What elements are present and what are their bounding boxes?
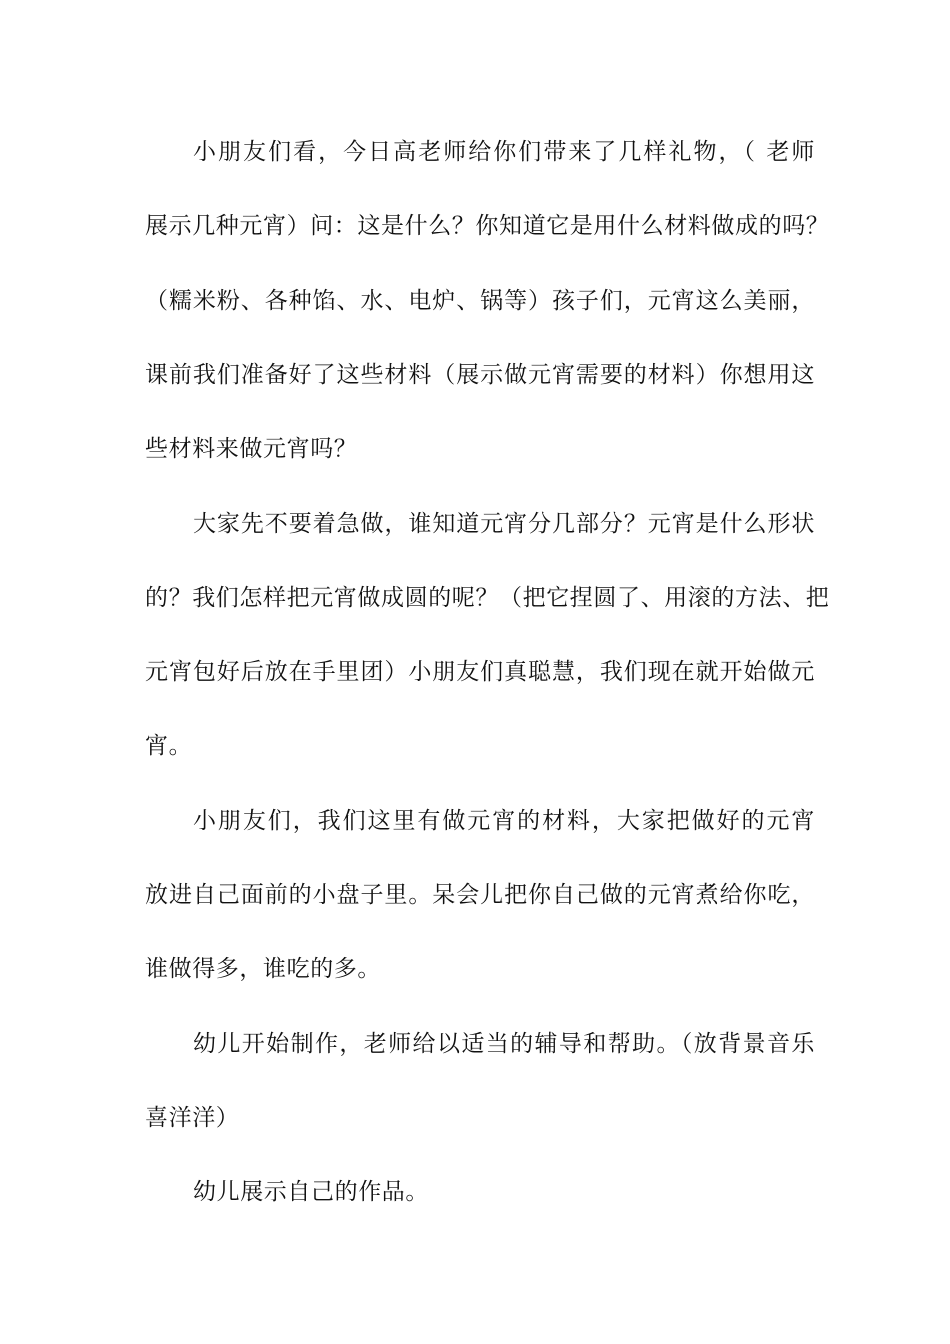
paragraph-5-line-1: 幼儿展示自己的作品。	[193, 1179, 429, 1205]
paragraph-4-line-1: 幼儿开始制作，老师给以适当的辅导和帮助。（放背景音乐	[193, 1031, 815, 1057]
paragraph-4-line-2: 喜洋洋）	[145, 1105, 240, 1131]
paragraph-2-line-4: 宵。	[145, 733, 193, 759]
paragraph-2-line-2: 的？我们怎样把元宵做成圆的呢？（把它捏圆了、用滚的方法、把	[145, 585, 830, 611]
paragraph-1-line-1: 小朋友们看，今日高老师给你们带来了几样礼物，（ 老师	[193, 139, 815, 165]
paragraph-3-line-1: 小朋友们，我们这里有做元宵的材料，大家把做好的元宵	[193, 808, 815, 834]
paragraph-1-line-2: 展示几种元宵）问：这是什么？你知道它是用什么材料做成的吗？	[145, 213, 830, 239]
paragraph-1-line-4: 课前我们准备好了这些材料（展示做元宵需要的材料）你想用这	[145, 362, 815, 388]
paragraph-2-line-3: 元宵包好后放在手里团）小朋友们真聪慧，我们现在就开始做元	[145, 659, 815, 685]
paragraph-1-line-3: （糯米粉、各种馅、水、电炉、锅等）孩子们，元宵这么美丽，	[145, 288, 815, 314]
paragraph-2-line-1: 大家先不要着急做，谁知道元宵分几部分？元宵是什么形状	[193, 511, 815, 537]
paragraph-3-line-3: 谁做得多，谁吃的多。	[145, 956, 381, 982]
paragraph-1-line-5: 些材料来做元宵吗？	[145, 436, 358, 462]
paragraph-3-line-2: 放进自己面前的小盘子里。呆会儿把你自己做的元宵煮给你吃，	[145, 882, 815, 908]
